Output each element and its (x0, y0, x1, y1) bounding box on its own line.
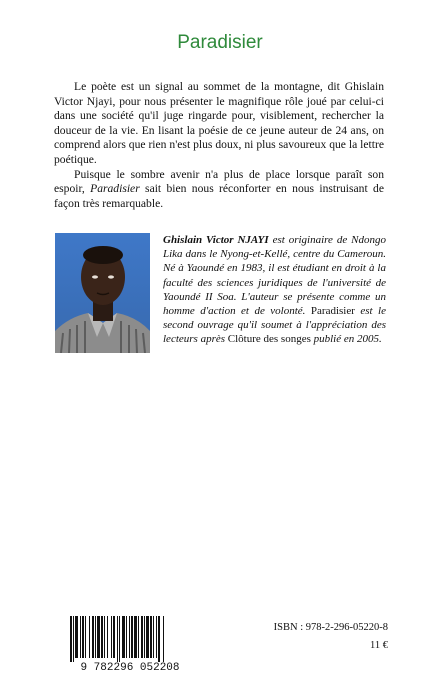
blurb (54, 80, 384, 211)
barcode-bar (141, 616, 143, 658)
barcode-bar (156, 616, 157, 658)
blurb-p2-start: Puisque le sombre avenir n'a plus de place lorsque paraît son espoir, (54, 167, 384, 196)
barcode-bar (119, 616, 120, 662)
blurb-paragraph-1: Le poète est un signal au sommet de la montagne, dit Ghislain Victor Njayi, pour nous présenter le magnifique rôle joué par celui-ci dans une société qu'il juge ringarde pour, visiblement, rechercher la douceur de la vie. En lisant la poésie de ce jeune auteur de 24 ans, on comprend alors que rien n'est plus doux, ni plus savoureux que la lettre poétique. (54, 80, 384, 166)
barcode-bar (144, 616, 145, 658)
author-bio (163, 233, 386, 347)
barcode-bar (73, 616, 74, 662)
bio-book-2: Clôture des songes (227, 333, 311, 346)
bio-text-1: est originaire de Ndongo Lika dans le Nyong-et-Kellé, centre du Cameroun. Né à Yaoundé en 1983, il est étudiant en droit à la faculté des sciences juridiques de l'université de Yaoundé II Soa. L'auteur se présente comme un homme d'action et de volonté. (163, 234, 386, 318)
barcode-bar (89, 616, 90, 658)
bio-text-3: publié en 2005. (310, 333, 382, 346)
barcode-bar (158, 616, 160, 662)
barcode-bar (129, 616, 130, 658)
author-photo (55, 233, 150, 353)
barcode-bar (75, 616, 78, 658)
barcode-bar (146, 616, 149, 658)
barcode-bar (85, 616, 86, 658)
barcode-bar (113, 616, 115, 658)
price: 11 € (370, 640, 388, 651)
barcode-digits: 9 782296 052208 (80, 662, 180, 672)
bio-book-1: Paradisier (310, 305, 355, 318)
barcode-bar (101, 616, 103, 658)
barcode-bar (80, 616, 81, 658)
barcode (60, 614, 200, 672)
blurb-paragraph-2 (54, 168, 384, 212)
barcode-bar (153, 616, 154, 658)
blurb-p2-end: sait bien nous réconforter en nous instruisant de façon très remarquable. (54, 182, 384, 210)
barcode-bar (104, 616, 105, 658)
isbn: ISBN : 978-2-296-05220-8 (273, 622, 388, 633)
barcode-bar (122, 616, 125, 658)
barcode-bar (163, 616, 164, 662)
blurb-p2-title: Paradisier (90, 182, 140, 196)
barcode-bar (117, 616, 118, 662)
bio-text-2: est le second ouvrage qu'il soumet à l'appréciation des lecteurs après (163, 305, 386, 346)
barcode-bar (111, 616, 112, 658)
author-name: Ghislain Victor NJAYI (163, 234, 269, 246)
barcode-bar (70, 616, 72, 662)
barcode-bar (107, 616, 108, 658)
barcode-bar (95, 616, 96, 658)
barcode-bar (97, 616, 100, 658)
barcode-bar (92, 616, 94, 658)
barcode-bar (131, 616, 133, 658)
book-title: Paradisier (177, 32, 263, 53)
barcode-bar (150, 616, 152, 658)
barcode-bar (126, 616, 127, 658)
barcode-bar (138, 616, 139, 658)
barcode-bar (134, 616, 137, 658)
barcode-bar (82, 616, 84, 658)
